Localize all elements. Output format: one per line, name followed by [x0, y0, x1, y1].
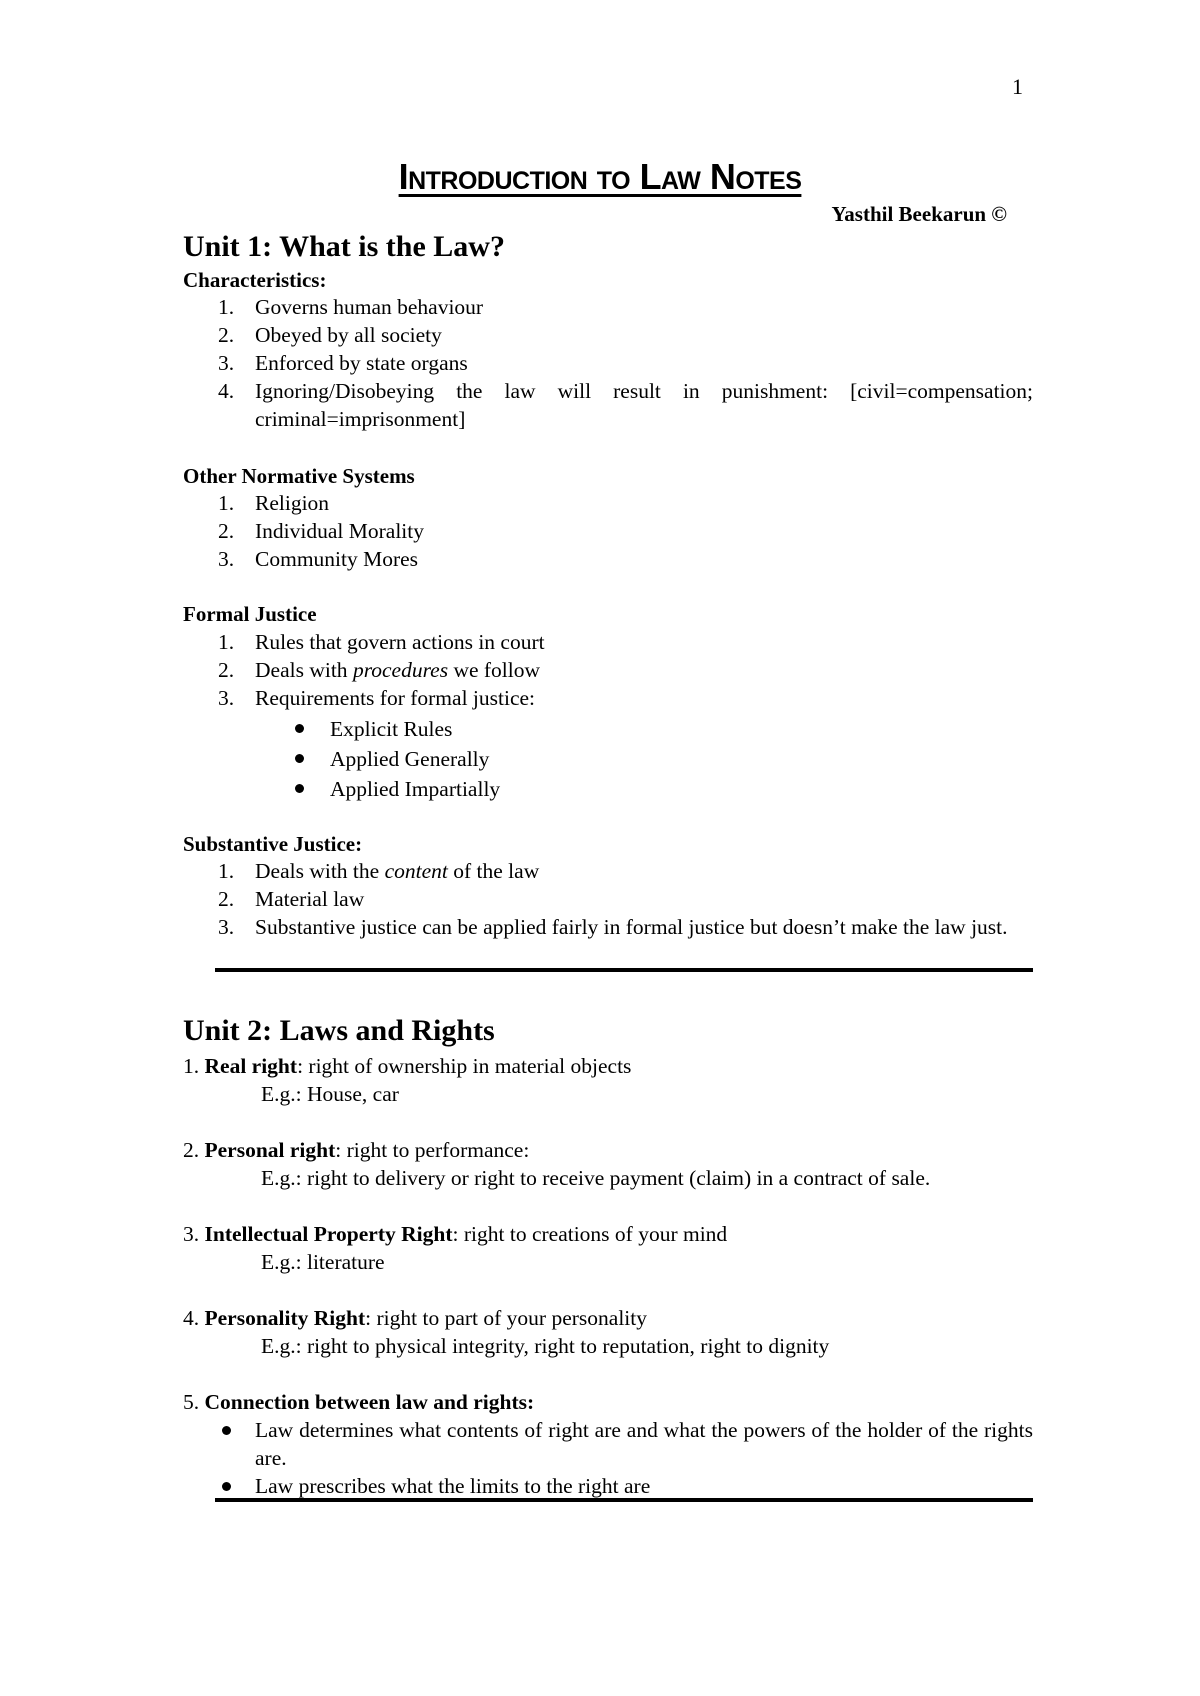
- characteristics-list: [210, 293, 1033, 433]
- intellectual-property-right-item: 3. Intellectual Property Right: right to creations of your mind E.g.: literature: [183, 1222, 728, 1274]
- personality-right-item: 4. Personality Right: right to part of your personality E.g.: right to physical integrity, right to reputation, right to dignity: [183, 1306, 830, 1358]
- list-item: 3. Enforced by state organs: [218, 351, 468, 375]
- list-item: 2. Deals with procedures we follow: [218, 658, 541, 682]
- author-credit: Yasthil Beekarun ©: [831, 202, 1007, 226]
- unit-1-heading: Unit 1: What is the Law?: [183, 230, 505, 263]
- list-item: 2. Individual Morality: [218, 519, 424, 543]
- bullet-item: Law determines what contents of right are and what the powers of the holder of the rights are.: [183, 1416, 1033, 1472]
- list-item: 1. Religion: [218, 491, 330, 515]
- list-item: 4. Ignoring/Disobeying the law will result in punishment: [civil=compensation; criminal=imprisonment]: [218, 379, 1033, 431]
- bullet-item: Applied Impartially: [255, 774, 545, 804]
- connection-item: 5. Connection between law and rights: Law determines what contents of right are and what the powers of the holder of the rights are. Law prescribes what the limits to the right are: [183, 1390, 1033, 1498]
- list-item: 3. Substantive justice can be applied fairly in formal justice but doesn’t make the law just.: [218, 915, 1008, 939]
- section-divider: [215, 1498, 1033, 1502]
- list-item: 3. Community Mores: [218, 547, 419, 571]
- personal-right-item: 2. Personal right: right to performance: E.g.: right to delivery or right to receive payment (claim) in a contract of sale.: [183, 1138, 931, 1190]
- substantive-justice-list: [210, 857, 1033, 941]
- document-title: Introduction to Law Notes: [398, 156, 802, 197]
- list-item: 1. Governs human behaviour: [218, 295, 484, 319]
- list-item: 2. Material law: [218, 887, 365, 911]
- characteristics-heading: Characteristics:: [183, 268, 327, 292]
- page-number: 1: [1012, 74, 1023, 99]
- formal-justice-heading: Formal Justice: [183, 602, 317, 626]
- bullet-item: Law prescribes what the limits to the right are: [183, 1472, 1033, 1500]
- list-item: 3. Requirements for formal justice: Explicit Rules Applied Generally Applied Impartially: [210, 684, 545, 804]
- list-item: 1. Deals with the content of the law: [218, 859, 540, 883]
- substantive-justice-heading: Substantive Justice:: [183, 832, 363, 856]
- real-right-item: 1. Real right: right of ownership in material objects E.g.: House, car: [183, 1054, 632, 1106]
- list-item: 2. Obeyed by all society: [218, 323, 442, 347]
- section-divider: [215, 968, 1033, 972]
- unit-2-heading: Unit 2: Laws and Rights: [183, 1014, 495, 1047]
- bullet-item: Explicit Rules: [255, 714, 545, 744]
- list-item: 1. Rules that govern actions in court: [218, 630, 545, 654]
- normative-systems-list: [210, 489, 424, 573]
- formal-justice-list: [210, 628, 545, 804]
- normative-systems-heading: Other Normative Systems: [183, 464, 415, 488]
- connection-bullets: [183, 1416, 1033, 1500]
- bullet-item: Applied Generally: [255, 744, 545, 774]
- requirements-bullets: [255, 714, 545, 804]
